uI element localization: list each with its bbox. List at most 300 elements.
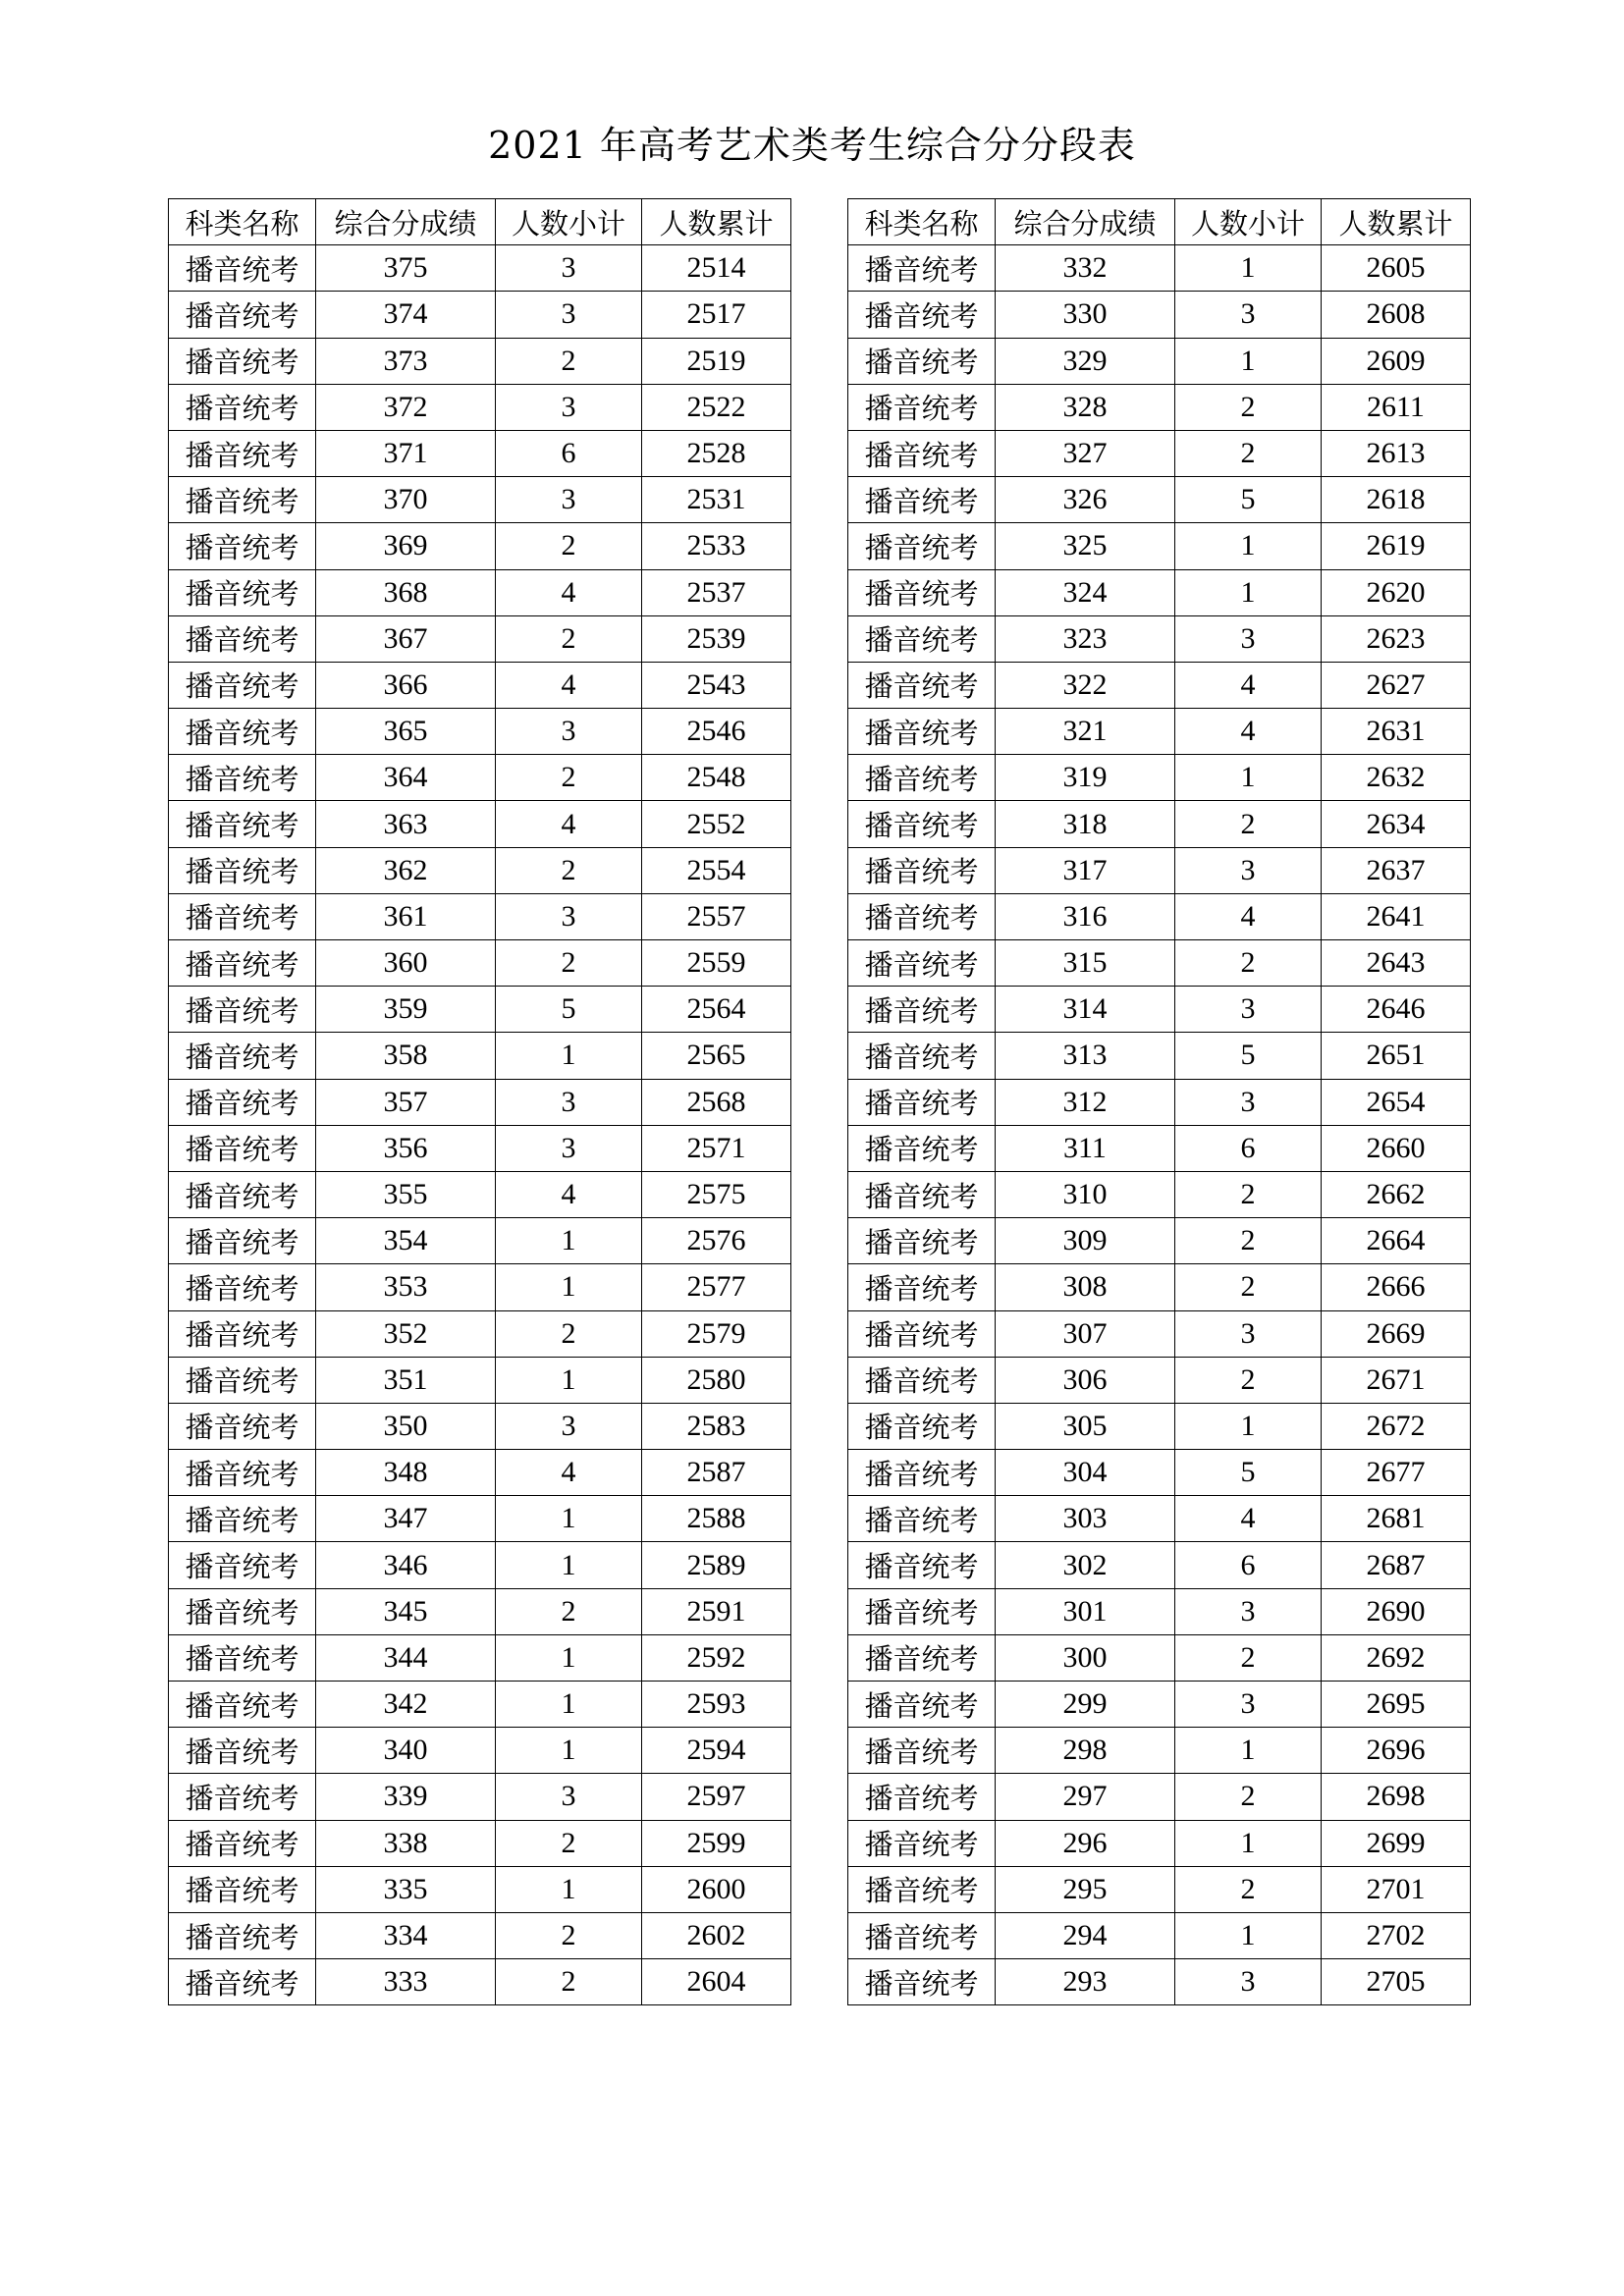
cell-score: 366 <box>316 662 496 708</box>
table-row <box>848 1264 1471 1310</box>
cell-score: 351 <box>316 1357 496 1403</box>
table-row <box>848 477 1471 523</box>
cell-cumulative: 2564 <box>642 987 791 1033</box>
cell-count: 2 <box>1175 1264 1322 1310</box>
cell-score: 302 <box>996 1542 1175 1588</box>
table-row <box>169 430 791 476</box>
table-row <box>848 1912 1471 1958</box>
cell-count: 1 <box>1175 1403 1322 1449</box>
cell-score: 374 <box>316 292 496 338</box>
cell-cumulative: 2531 <box>642 477 791 523</box>
score-table-left <box>168 198 791 2005</box>
cell-score: 315 <box>996 940 1175 987</box>
header-cumulative: 人数累计 <box>642 199 791 245</box>
table-header-row <box>169 199 791 245</box>
cell-count: 3 <box>1175 1682 1322 1728</box>
table-row <box>848 1403 1471 1449</box>
cell-cumulative: 2604 <box>642 1959 791 2005</box>
table-row <box>848 1310 1471 1357</box>
cell-score: 373 <box>316 338 496 384</box>
header-count: 人数小计 <box>496 199 642 245</box>
cell-count: 6 <box>1175 1125 1322 1171</box>
cell-score: 324 <box>996 569 1175 615</box>
cell-category: 播音统考 <box>848 1079 996 1125</box>
cell-score: 303 <box>996 1496 1175 1542</box>
cell-count: 1 <box>1175 245 1322 292</box>
cell-cumulative: 2543 <box>642 662 791 708</box>
table-row <box>848 1171 1471 1217</box>
cell-score: 316 <box>996 893 1175 939</box>
table-row <box>169 1866 791 1912</box>
table-row <box>169 987 791 1033</box>
cell-count: 3 <box>1175 1079 1322 1125</box>
cell-cumulative: 2579 <box>642 1310 791 1357</box>
table-row <box>848 1496 1471 1542</box>
table-row <box>848 847 1471 893</box>
cell-score: 338 <box>316 1820 496 1866</box>
cell-category: 播音统考 <box>169 338 316 384</box>
score-table-right <box>847 198 1471 2005</box>
table-row <box>848 1634 1471 1681</box>
cell-category: 播音统考 <box>848 384 996 430</box>
cell-cumulative: 2619 <box>1322 523 1471 569</box>
cell-category: 播音统考 <box>848 1542 996 1588</box>
cell-cumulative: 2592 <box>642 1634 791 1681</box>
cell-score: 319 <box>996 755 1175 801</box>
cell-score: 360 <box>316 940 496 987</box>
table-row <box>848 292 1471 338</box>
cell-score: 352 <box>316 1310 496 1357</box>
cell-category: 播音统考 <box>848 1912 996 1958</box>
cell-count: 2 <box>1175 1774 1322 1820</box>
cell-category: 播音统考 <box>169 1912 316 1958</box>
cell-category: 播音统考 <box>169 569 316 615</box>
table-row <box>169 1959 791 2005</box>
cell-count: 2 <box>1175 1357 1322 1403</box>
cell-score: 334 <box>316 1912 496 1958</box>
cell-count: 2 <box>496 615 642 662</box>
cell-count: 1 <box>496 1033 642 1079</box>
table-row <box>169 1125 791 1171</box>
cell-score: 305 <box>996 1403 1175 1449</box>
cell-category: 播音统考 <box>169 1542 316 1588</box>
cell-count: 6 <box>1175 1542 1322 1588</box>
cell-cumulative: 2554 <box>642 847 791 893</box>
table-row <box>848 1820 1471 1866</box>
cell-count: 4 <box>1175 893 1322 939</box>
cell-cumulative: 2559 <box>642 940 791 987</box>
cell-score: 311 <box>996 1125 1175 1171</box>
cell-cumulative: 2537 <box>642 569 791 615</box>
table-row <box>848 1079 1471 1125</box>
cell-cumulative: 2565 <box>642 1033 791 1079</box>
cell-cumulative: 2539 <box>642 615 791 662</box>
header-category: 科类名称 <box>169 199 316 245</box>
cell-category: 播音统考 <box>848 1496 996 1542</box>
table-row <box>848 987 1471 1033</box>
cell-count: 1 <box>496 1866 642 1912</box>
cell-cumulative: 2696 <box>1322 1728 1471 1774</box>
cell-cumulative: 2608 <box>1322 292 1471 338</box>
cell-score: 370 <box>316 477 496 523</box>
cell-count: 4 <box>1175 662 1322 708</box>
cell-category: 播音统考 <box>169 987 316 1033</box>
cell-category: 播音统考 <box>169 662 316 708</box>
cell-count: 3 <box>1175 1588 1322 1634</box>
cell-count: 2 <box>496 1588 642 1634</box>
header-score: 综合分成绩 <box>316 199 496 245</box>
cell-cumulative: 2546 <box>642 709 791 755</box>
cell-category: 播音统考 <box>169 1728 316 1774</box>
table-row <box>169 1403 791 1449</box>
cell-count: 1 <box>1175 523 1322 569</box>
table-row <box>848 801 1471 847</box>
table-row <box>848 709 1471 755</box>
table-row <box>169 1820 791 1866</box>
cell-category: 播音统考 <box>169 1820 316 1866</box>
cell-category: 播音统考 <box>169 709 316 755</box>
cell-cumulative: 2528 <box>642 430 791 476</box>
table-row <box>848 1218 1471 1264</box>
cell-cumulative: 2627 <box>1322 662 1471 708</box>
table-row <box>848 384 1471 430</box>
table-row <box>169 338 791 384</box>
cell-category: 播音统考 <box>169 1774 316 1820</box>
cell-score: 346 <box>316 1542 496 1588</box>
cell-count: 1 <box>1175 1820 1322 1866</box>
cell-score: 364 <box>316 755 496 801</box>
cell-category: 播音统考 <box>169 893 316 939</box>
cell-score: 300 <box>996 1634 1175 1681</box>
table-row <box>169 1310 791 1357</box>
cell-cumulative: 2701 <box>1322 1866 1471 1912</box>
table-row <box>169 1912 791 1958</box>
cell-score: 308 <box>996 1264 1175 1310</box>
cell-category: 播音统考 <box>848 430 996 476</box>
cell-score: 365 <box>316 709 496 755</box>
cell-category: 播音统考 <box>169 1634 316 1681</box>
cell-category: 播音统考 <box>848 1357 996 1403</box>
cell-cumulative: 2632 <box>1322 755 1471 801</box>
table-row <box>848 1682 1471 1728</box>
cell-cumulative: 2698 <box>1322 1774 1471 1820</box>
cell-count: 3 <box>496 893 642 939</box>
cell-count: 3 <box>496 477 642 523</box>
cell-cumulative: 2631 <box>1322 709 1471 755</box>
table-row <box>169 1728 791 1774</box>
cell-score: 309 <box>996 1218 1175 1264</box>
table-row <box>848 1450 1471 1496</box>
cell-category: 播音统考 <box>169 801 316 847</box>
cell-count: 3 <box>1175 292 1322 338</box>
cell-count: 2 <box>496 1959 642 2005</box>
table-row <box>848 1357 1471 1403</box>
table-row <box>848 1774 1471 1820</box>
table-row <box>169 1496 791 1542</box>
cell-count: 1 <box>1175 1728 1322 1774</box>
cell-category: 播音统考 <box>169 615 316 662</box>
cell-category: 播音统考 <box>848 1403 996 1449</box>
cell-category: 播音统考 <box>848 1218 996 1264</box>
cell-category: 播音统考 <box>848 1171 996 1217</box>
table-row <box>169 523 791 569</box>
cell-score: 325 <box>996 523 1175 569</box>
table-row <box>169 1171 791 1217</box>
table-row <box>848 569 1471 615</box>
cell-score: 350 <box>316 1403 496 1449</box>
cell-count: 1 <box>496 1728 642 1774</box>
cell-category: 播音统考 <box>848 1450 996 1496</box>
cell-count: 3 <box>1175 987 1322 1033</box>
cell-score: 345 <box>316 1588 496 1634</box>
cell-score: 358 <box>316 1033 496 1079</box>
cell-score: 321 <box>996 709 1175 755</box>
cell-cumulative: 2589 <box>642 1542 791 1588</box>
cell-count: 2 <box>496 940 642 987</box>
table-row <box>169 1634 791 1681</box>
cell-count: 2 <box>496 1820 642 1866</box>
cell-score: 326 <box>996 477 1175 523</box>
cell-score: 340 <box>316 1728 496 1774</box>
cell-score: 304 <box>996 1450 1175 1496</box>
cell-cumulative: 2591 <box>642 1588 791 1634</box>
table-row <box>169 847 791 893</box>
table-row <box>848 1588 1471 1634</box>
cell-category: 播音统考 <box>169 1588 316 1634</box>
cell-cumulative: 2605 <box>1322 245 1471 292</box>
table-row <box>169 569 791 615</box>
cell-category: 播音统考 <box>848 1959 996 2005</box>
table-row <box>848 1728 1471 1774</box>
cell-count: 1 <box>496 1264 642 1310</box>
cell-cumulative: 2623 <box>1322 615 1471 662</box>
cell-score: 371 <box>316 430 496 476</box>
cell-count: 4 <box>1175 709 1322 755</box>
cell-cumulative: 2522 <box>642 384 791 430</box>
cell-cumulative: 2687 <box>1322 1542 1471 1588</box>
cell-cumulative: 2669 <box>1322 1310 1471 1357</box>
cell-score: 295 <box>996 1866 1175 1912</box>
cell-count: 3 <box>1175 1310 1322 1357</box>
header-category: 科类名称 <box>848 199 996 245</box>
cell-cumulative: 2514 <box>642 245 791 292</box>
cell-cumulative: 2672 <box>1322 1403 1471 1449</box>
cell-cumulative: 2557 <box>642 893 791 939</box>
table-row <box>169 1357 791 1403</box>
cell-score: 372 <box>316 384 496 430</box>
cell-category: 播音统考 <box>848 1634 996 1681</box>
cell-score: 368 <box>316 569 496 615</box>
cell-count: 3 <box>496 709 642 755</box>
cell-score: 298 <box>996 1728 1175 1774</box>
cell-category: 播音统考 <box>848 1774 996 1820</box>
cell-category: 播音统考 <box>169 292 316 338</box>
cell-cumulative: 2533 <box>642 523 791 569</box>
table-row <box>848 662 1471 708</box>
cell-score: 363 <box>316 801 496 847</box>
cell-category: 播音统考 <box>848 477 996 523</box>
cell-category: 播音统考 <box>169 847 316 893</box>
table-row <box>169 1682 791 1728</box>
cell-cumulative: 2600 <box>642 1866 791 1912</box>
cell-cumulative: 2587 <box>642 1450 791 1496</box>
cell-count: 3 <box>1175 847 1322 893</box>
cell-score: 367 <box>316 615 496 662</box>
cell-category: 播音统考 <box>169 523 316 569</box>
cell-category: 播音统考 <box>169 1496 316 1542</box>
table-row <box>169 477 791 523</box>
cell-score: 294 <box>996 1912 1175 1958</box>
cell-category: 播音统考 <box>848 292 996 338</box>
cell-cumulative: 2641 <box>1322 893 1471 939</box>
header-score: 综合分成绩 <box>996 199 1175 245</box>
cell-category: 播音统考 <box>848 1728 996 1774</box>
cell-category: 播音统考 <box>848 940 996 987</box>
cell-cumulative: 2613 <box>1322 430 1471 476</box>
cell-category: 播音统考 <box>169 1959 316 2005</box>
cell-cumulative: 2611 <box>1322 384 1471 430</box>
cell-cumulative: 2692 <box>1322 1634 1471 1681</box>
cell-count: 6 <box>496 430 642 476</box>
cell-cumulative: 2637 <box>1322 847 1471 893</box>
cell-category: 播音统考 <box>848 245 996 292</box>
cell-score: 318 <box>996 801 1175 847</box>
cell-cumulative: 2651 <box>1322 1033 1471 1079</box>
table-row <box>169 755 791 801</box>
cell-cumulative: 2702 <box>1322 1912 1471 1958</box>
cell-cumulative: 2666 <box>1322 1264 1471 1310</box>
cell-score: 335 <box>316 1866 496 1912</box>
cell-category: 播音统考 <box>848 893 996 939</box>
table-row <box>848 1542 1471 1588</box>
cell-score: 310 <box>996 1171 1175 1217</box>
cell-count: 4 <box>496 801 642 847</box>
cell-category: 播音统考 <box>848 1264 996 1310</box>
cell-cumulative: 2646 <box>1322 987 1471 1033</box>
table-row <box>169 245 791 292</box>
table-row <box>169 1450 791 1496</box>
table-row <box>848 893 1471 939</box>
table-row <box>848 1959 1471 2005</box>
cell-score: 328 <box>996 384 1175 430</box>
cell-category: 播音统考 <box>169 245 316 292</box>
table-row <box>169 1033 791 1079</box>
cell-category: 播音统考 <box>169 755 316 801</box>
table-row <box>169 1542 791 1588</box>
cell-score: 357 <box>316 1079 496 1125</box>
cell-cumulative: 2568 <box>642 1079 791 1125</box>
cell-score: 355 <box>316 1171 496 1217</box>
cell-count: 3 <box>1175 1959 1322 2005</box>
cell-count: 1 <box>1175 338 1322 384</box>
cell-category: 播音统考 <box>848 615 996 662</box>
cell-score: 307 <box>996 1310 1175 1357</box>
table-row <box>848 1033 1471 1079</box>
header-cumulative: 人数累计 <box>1322 199 1471 245</box>
cell-count: 3 <box>496 1125 642 1171</box>
cell-score: 330 <box>996 292 1175 338</box>
cell-score: 314 <box>996 987 1175 1033</box>
cell-count: 4 <box>496 1171 642 1217</box>
table-row <box>848 615 1471 662</box>
cell-category: 播音统考 <box>848 1125 996 1171</box>
cell-cumulative: 2643 <box>1322 940 1471 987</box>
table-row <box>848 430 1471 476</box>
table-row <box>169 1264 791 1310</box>
cell-category: 播音统考 <box>848 1820 996 1866</box>
cell-category: 播音统考 <box>169 1682 316 1728</box>
cell-score: 312 <box>996 1079 1175 1125</box>
table-row <box>169 1774 791 1820</box>
table-row <box>848 1866 1471 1912</box>
cell-count: 3 <box>496 245 642 292</box>
cell-count: 2 <box>1175 801 1322 847</box>
cell-score: 332 <box>996 245 1175 292</box>
cell-count: 3 <box>496 1403 642 1449</box>
cell-cumulative: 2552 <box>642 801 791 847</box>
cell-count: 5 <box>1175 1033 1322 1079</box>
table-row <box>169 1218 791 1264</box>
cell-score: 348 <box>316 1450 496 1496</box>
cell-cumulative: 2583 <box>642 1403 791 1449</box>
cell-score: 306 <box>996 1357 1175 1403</box>
cell-count: 2 <box>496 755 642 801</box>
cell-count: 2 <box>1175 940 1322 987</box>
cell-category: 播音统考 <box>169 940 316 987</box>
cell-category: 播音统考 <box>848 1682 996 1728</box>
cell-score: 323 <box>996 615 1175 662</box>
cell-count: 2 <box>1175 1171 1322 1217</box>
cell-category: 播音统考 <box>848 569 996 615</box>
cell-score: 344 <box>316 1634 496 1681</box>
cell-category: 播音统考 <box>848 987 996 1033</box>
cell-category: 播音统考 <box>848 1588 996 1634</box>
table-row <box>169 709 791 755</box>
cell-cumulative: 2519 <box>642 338 791 384</box>
cell-count: 2 <box>1175 430 1322 476</box>
table-row <box>169 662 791 708</box>
cell-cumulative: 2593 <box>642 1682 791 1728</box>
cell-cumulative: 2609 <box>1322 338 1471 384</box>
cell-count: 2 <box>496 1310 642 1357</box>
table-body-left <box>169 245 791 2005</box>
cell-count: 2 <box>1175 1634 1322 1681</box>
cell-score: 297 <box>996 1774 1175 1820</box>
cell-cumulative: 2517 <box>642 292 791 338</box>
table-row <box>848 523 1471 569</box>
cell-category: 播音统考 <box>848 709 996 755</box>
cell-count: 2 <box>496 1912 642 1958</box>
cell-cumulative: 2580 <box>642 1357 791 1403</box>
header-count: 人数小计 <box>1175 199 1322 245</box>
cell-category: 播音统考 <box>848 338 996 384</box>
cell-category: 播音统考 <box>169 384 316 430</box>
cell-cumulative: 2620 <box>1322 569 1471 615</box>
cell-count: 1 <box>496 1496 642 1542</box>
table-body-right <box>848 245 1471 2005</box>
cell-cumulative: 2571 <box>642 1125 791 1171</box>
cell-cumulative: 2634 <box>1322 801 1471 847</box>
table-row <box>848 245 1471 292</box>
cell-count: 4 <box>496 569 642 615</box>
table-row <box>169 1079 791 1125</box>
table-row <box>169 615 791 662</box>
cell-score: 356 <box>316 1125 496 1171</box>
cell-count: 3 <box>1175 615 1322 662</box>
cell-count: 1 <box>496 1218 642 1264</box>
cell-category: 播音统考 <box>169 1450 316 1496</box>
cell-count: 1 <box>496 1634 642 1681</box>
